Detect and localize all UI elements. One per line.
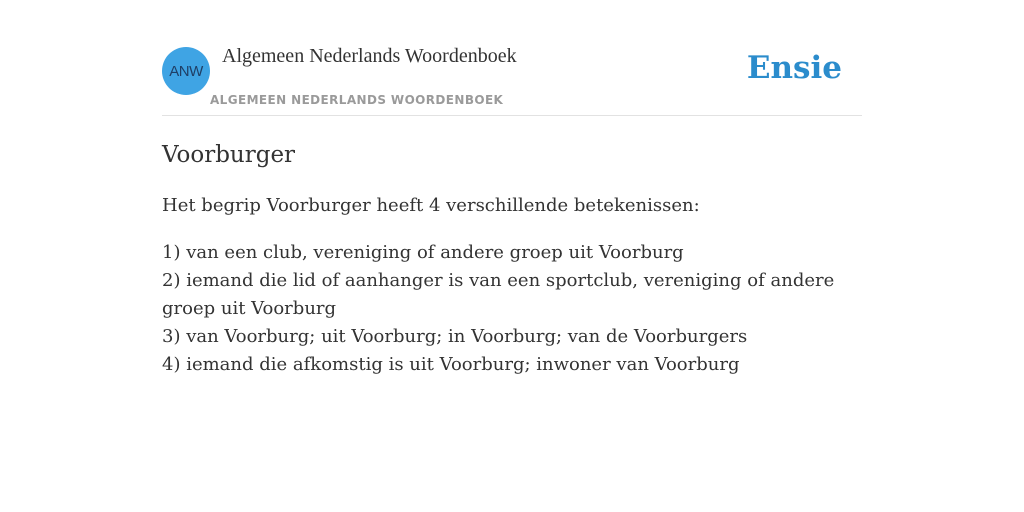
meaning-item: 3) van Voorburg; uit Voorburg; in Voorburg; van de Voorburgers <box>162 326 748 347</box>
meanings-intro: Het begrip Voorburger heeft 4 verschillende betekenissen: <box>162 195 700 216</box>
meaning-item: 4) iemand die afkomstig is uit Voorburg; inwoner van Voorburg <box>162 354 740 375</box>
meaning-item: 1) van een club, vereniging of andere groep uit Voorburg <box>162 242 684 263</box>
ensie-logo[interactable]: Ensie <box>746 50 842 86</box>
meaning-item: 2) iemand die lid of aanhanger is van een sportclub, vereniging of andere groep uit Voorburg <box>162 270 835 319</box>
avatar-text: ANW <box>169 62 203 80</box>
headword: Voorburger <box>162 142 296 168</box>
meanings-list <box>162 239 862 379</box>
source-subtitle: ALGEMEEN NEDERLANDS WOORDENBOEK <box>210 93 504 107</box>
definition-page <box>162 0 862 379</box>
source-header <box>162 0 862 116</box>
source-avatar[interactable] <box>162 47 210 95</box>
source-title-link[interactable]: Algemeen Nederlands Woordenboek <box>222 45 517 67</box>
